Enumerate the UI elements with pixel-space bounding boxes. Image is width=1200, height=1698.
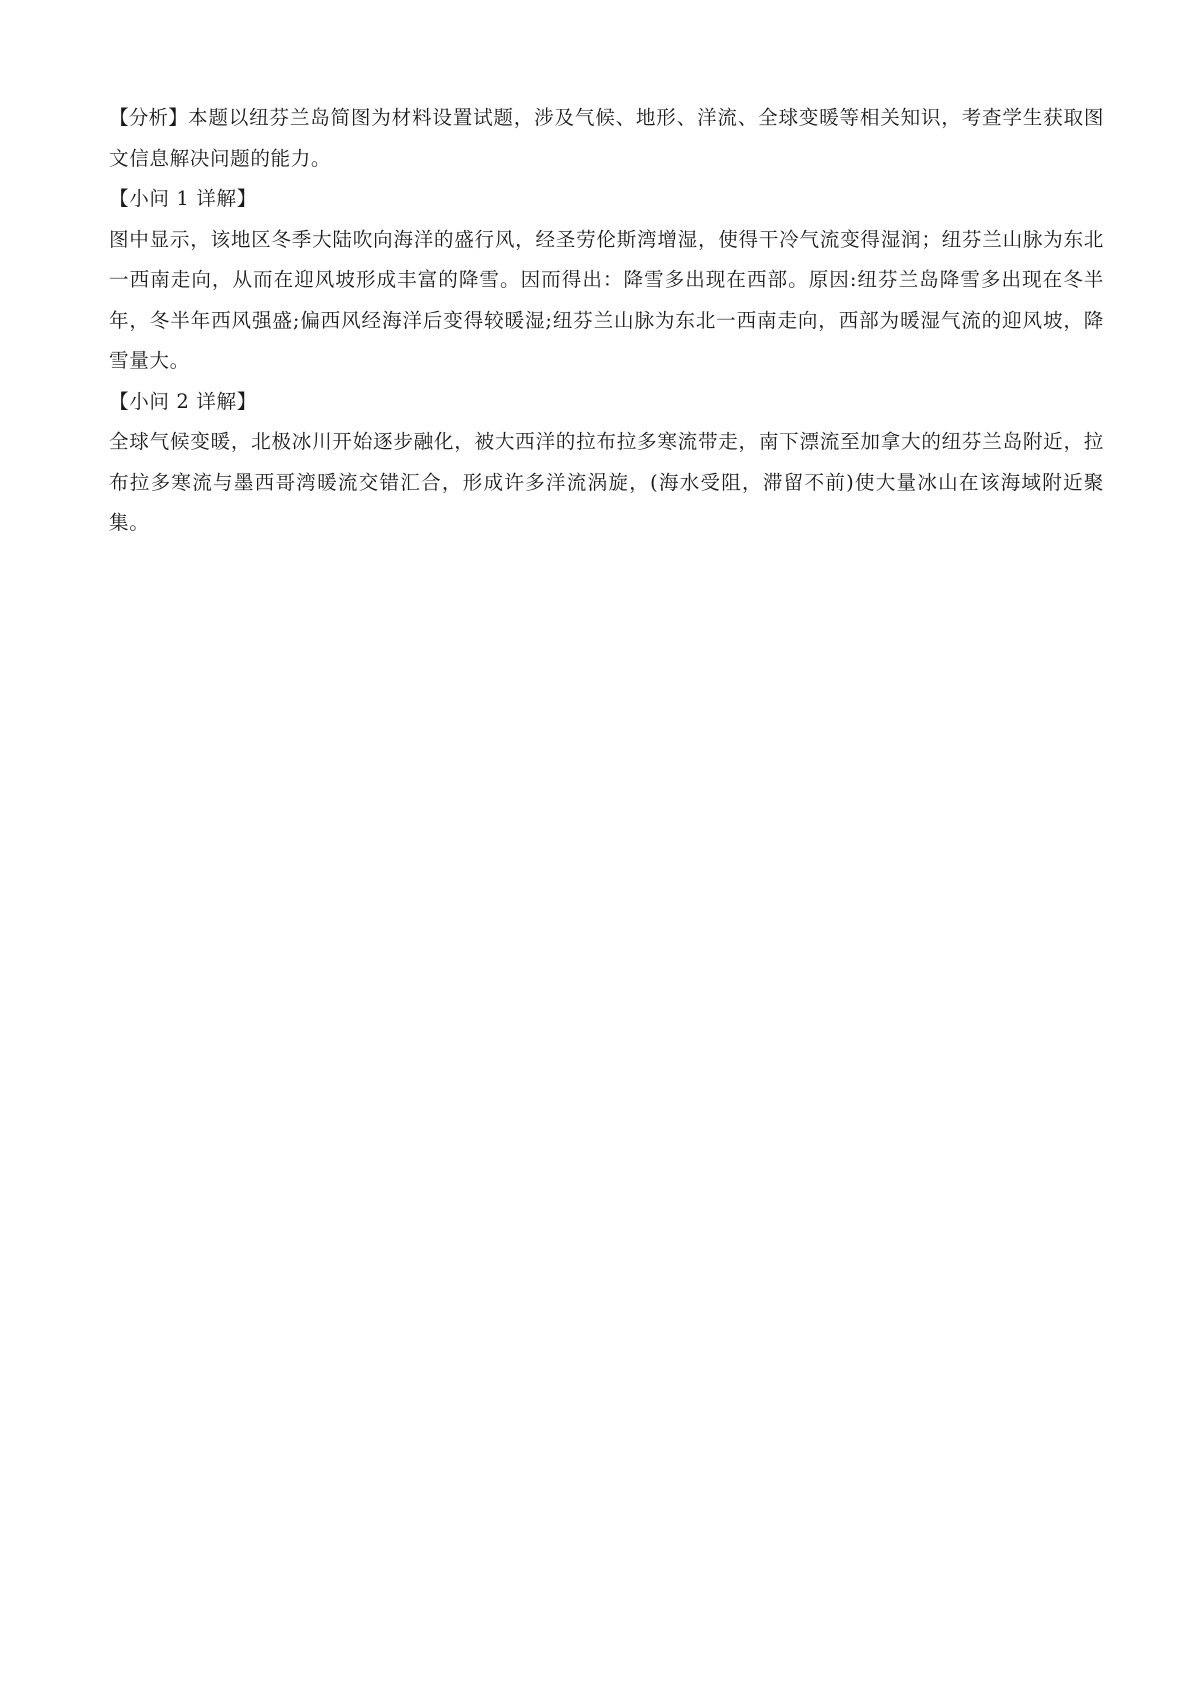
q2-heading: 【小问 2 详解】 [109,389,257,413]
document-body [109,98,1104,544]
analysis-text: 本题以纽芬兰岛简图为材料设置试题，涉及气候、地形、洋流、全球变暖等相关知识，考查学生获取图文信息解决问题的能力。 [109,106,1105,170]
q2-answer-text: 全球气候变暖，北极冰川开始逐步融化，被大西洋的拉布拉多寒流带走，南下漂流至加拿大的纽芬兰岛附近，拉布拉多寒流与墨西哥湾暖流交错汇合，形成许多洋流涡旋，(海水受阻，滞留不前)使大量冰山在该海域附近聚集。 [109,430,1104,534]
q1-answer-text: 图中显示，该地区冬季大陆吹向海洋的盛行风，经圣劳伦斯湾增湿，使得干冷气流变得湿润；纽芬兰山脉为东北一西南走向，从而在迎风坡形成丰富的降雪。因而得出：降雪多出现在西部。原因:纽芬兰岛降雪多出现在冬半年，冬半年西风强盛;偏西风经海洋后变得较暖湿;纽芬兰山脉为东北一西南走向，西部为暖湿气流的迎风坡，降雪量大。 [109,227,1104,372]
analysis-paragraph [109,98,1104,179]
analysis-label: 【分析】 [109,106,189,129]
q1-heading: 【小问 1 详解】 [109,187,257,210]
